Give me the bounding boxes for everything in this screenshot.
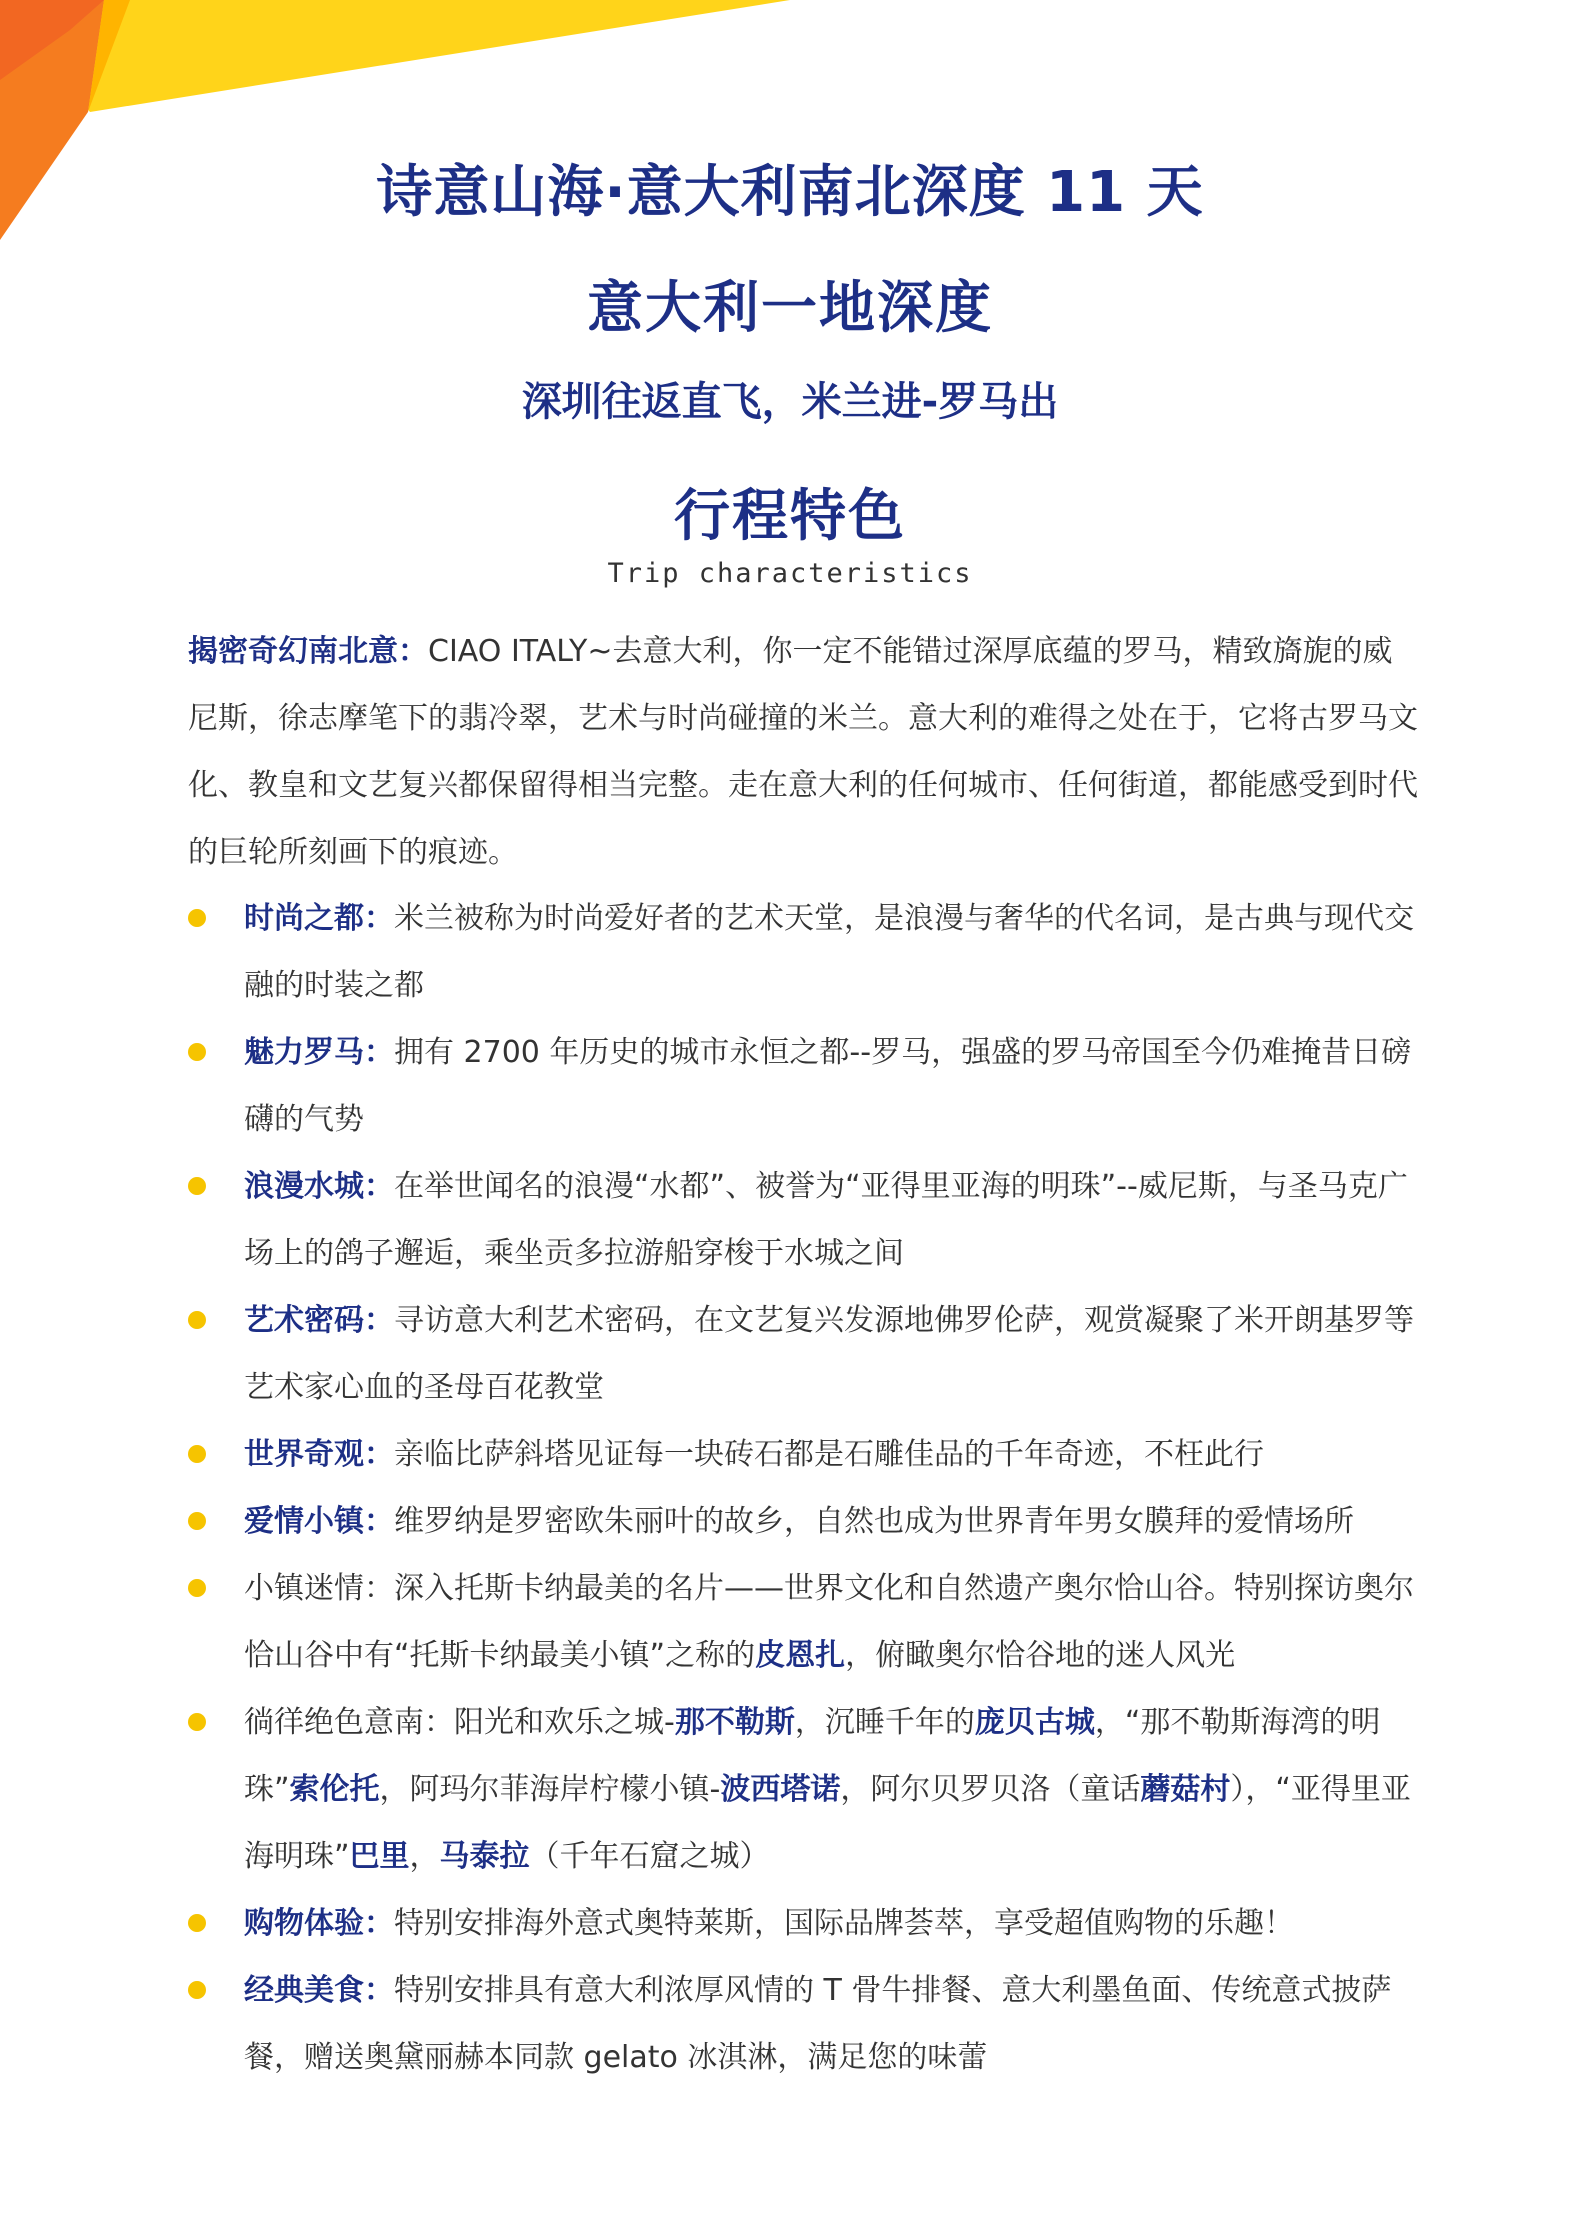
- bullet-icon: [188, 1043, 206, 1061]
- route-info: 深圳往返直飞，米兰进-罗马出: [521, 379, 1059, 425]
- bullet-icon: [188, 1713, 206, 1731]
- bullet-icon: [188, 1914, 206, 1932]
- list-item: [188, 1421, 1420, 1488]
- south-highlight: 波西塔诺: [720, 1772, 841, 1807]
- town-text-end: ，俯瞰奥尔恰谷地的迷人风光: [845, 1638, 1236, 1673]
- bullet-icon: [188, 1579, 206, 1597]
- south-highlight: 蘑菇村: [1140, 1772, 1231, 1807]
- feature-text: 特别安排具有意大利浓厚风情的 T 骨牛排餐、意大利墨鱼面、传统意式披萨餐，赠送奥黛丽赫本同款 gelato 冰淇淋，满足您的味蕾: [244, 1973, 1392, 2075]
- town-text: 小镇迷情：深入托斯卡纳最美的名片——世界文化和自然遗产奥尔恰山谷。特别探访奥尔恰山谷中有“托斯卡纳最美小镇”之称的: [244, 1571, 1414, 1673]
- feature-text: 拥有 2700 年历史的城市永恒之都--罗马，强盛的罗马帝国至今仍难掩昔日磅礴的气势: [244, 1035, 1412, 1137]
- bullet-icon: [188, 1512, 206, 1530]
- south-highlight: 巴里: [349, 1839, 410, 1874]
- feature-label: 魅力罗马：: [244, 1035, 394, 1070]
- south-text: ，: [409, 1839, 440, 1874]
- bullet-icon: [188, 909, 206, 927]
- section-title-en: Trip characteristics: [607, 558, 973, 589]
- feature-text: 寻访意大利艺术密码，在文艺复兴发源地佛罗伦萨，观赏凝聚了米开朗基罗等艺术家心血的圣母百花教堂: [244, 1303, 1414, 1405]
- south-highlight: 庞贝古城: [974, 1705, 1095, 1740]
- south-highlight: 马泰拉: [439, 1839, 530, 1874]
- list-item: [188, 1488, 1420, 1555]
- south-text: （千年石窟之城）: [529, 1839, 770, 1874]
- page-title: 诗意山海·意大利南北深度 11 天: [376, 160, 1204, 225]
- feature-label: 购物体验：: [244, 1906, 394, 1941]
- feature-text: 特别安排海外意式奥特莱斯，国际品牌荟萃，享受超值购物的乐趣！: [394, 1906, 1294, 1941]
- bullet-icon: [188, 1445, 206, 1463]
- intro-label: 揭密奇幻南北意：: [188, 634, 428, 669]
- south-text: ），“亚得里亚海明珠”: [244, 1772, 1411, 1874]
- south-text: ，阿玛尔菲海岸柠檬小镇-: [379, 1772, 721, 1807]
- feature-label: 浪漫水城：: [244, 1169, 394, 1204]
- intro-paragraph: [188, 618, 1420, 886]
- bullet-icon: [188, 1311, 206, 1329]
- feature-text: 维罗纳是罗密欧朱丽叶的故乡，自然也成为世界青年男女膜拜的爱情场所: [394, 1504, 1354, 1539]
- south-text: ，“那不勒斯海湾的明珠”: [244, 1705, 1381, 1807]
- feature-text: 在举世闻名的浪漫“水都”、被誉为“亚得里亚海的明珠”--威尼斯，与圣马克广场上的鸽子邂逅，乘坐贡多拉游船穿梭于水城之间: [244, 1169, 1408, 1271]
- south-text: 徜徉绝色意南：阳光和欢乐之城-: [244, 1705, 675, 1740]
- feature-text: 亲临比萨斜塔见证每一块砖石都是石雕佳品的千年奇迹，不枉此行: [394, 1437, 1264, 1472]
- list-item: [188, 1890, 1420, 1957]
- list-item: [188, 1019, 1420, 1153]
- list-item: [188, 1957, 1420, 2091]
- list-item: [188, 1287, 1420, 1421]
- south-text: ，沉睡千年的: [794, 1705, 975, 1740]
- feature-label: 时尚之都：: [244, 901, 394, 936]
- feature-label: 世界奇观：: [244, 1437, 394, 1472]
- feature-label: 经典美食：: [244, 1973, 394, 2008]
- feature-list: [188, 885, 1420, 2091]
- page-subtitle: 意大利一地深度: [587, 276, 993, 341]
- list-item: [188, 885, 1420, 1019]
- list-item: [188, 1555, 1420, 1689]
- intro-text: CIAO ITALY~去意大利，你一定不能错过深厚底蕴的罗马，精致旖旎的威尼斯，徐志摩笔下的翡冷翠，艺术与时尚碰撞的米兰。意大利的难得之处在于，它将古罗马文化、教皇和文艺复兴都保留得相当完整。走在意大利的任何城市、任何街道，都能感受到时代的巨轮所刻画下的痕迹。: [188, 634, 1418, 870]
- south-highlight: 索伦托: [289, 1772, 380, 1807]
- bullet-icon: [188, 1177, 206, 1195]
- feature-label: 爱情小镇：: [244, 1504, 394, 1539]
- bullet-icon: [188, 1981, 206, 1999]
- feature-text: 米兰被称为时尚爱好者的艺术天堂，是浪漫与奢华的代名词，是古典与现代交融的时装之都: [244, 901, 1414, 1003]
- list-item: [188, 1689, 1420, 1890]
- south-text: ，阿尔贝罗贝洛（童话: [840, 1772, 1141, 1807]
- feature-label: 艺术密码：: [244, 1303, 394, 1338]
- town-highlight: 皮恩扎: [755, 1638, 846, 1673]
- list-item: [188, 1153, 1420, 1287]
- section-title: 行程特色: [674, 484, 906, 549]
- south-highlight: 那不勒斯: [674, 1705, 795, 1740]
